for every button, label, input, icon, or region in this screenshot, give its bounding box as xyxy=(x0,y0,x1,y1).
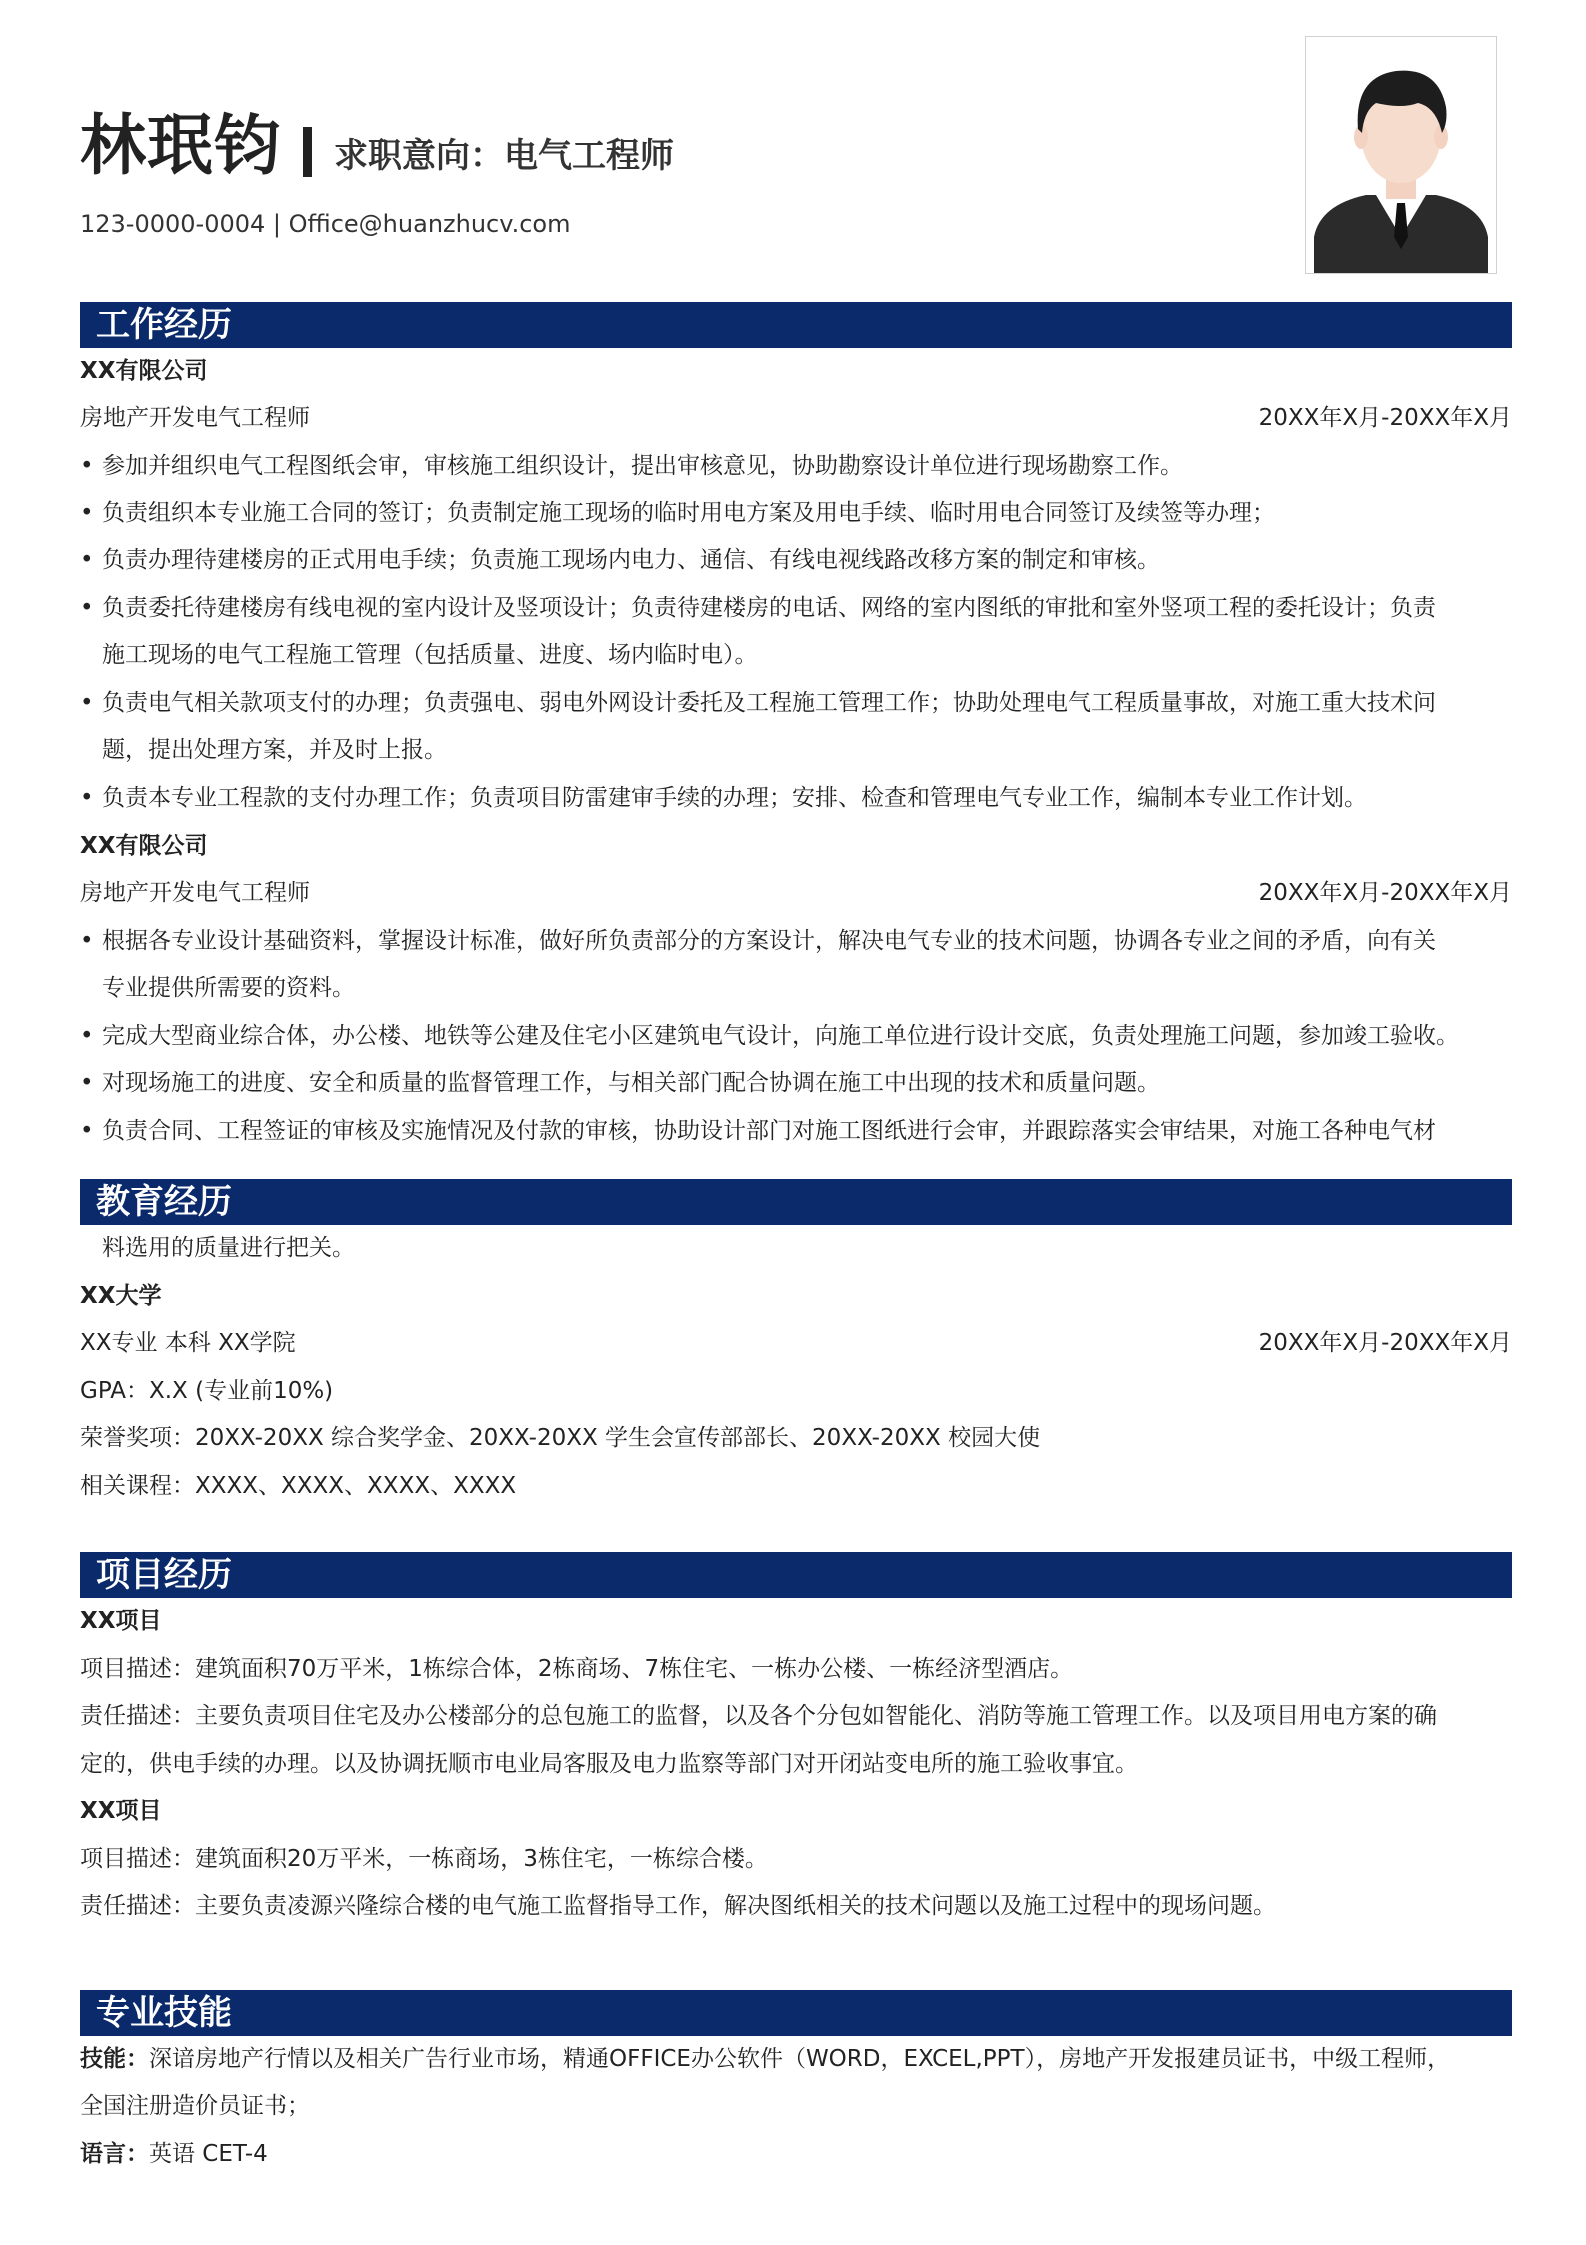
work-2-date: 20XX年X月-20XX年X月 xyxy=(1258,880,1512,906)
list-item: • 负责委托待建楼房有线电视的室内设计及竖项设计；负责待建楼房的电话、网络的室内图纸的审批和室外竖项工程的委托设计；负责 xyxy=(80,593,1534,623)
section-skills-title: 专业技能 xyxy=(80,1990,232,2036)
education-date: 20XX年X月-20XX年X月 xyxy=(1258,1330,1512,1356)
section-projects-bar xyxy=(80,1552,1512,1598)
resume-header xyxy=(80,92,674,182)
education-honors: 荣誉奖项：20XX-20XX 综合奖学金、20XX-20XX 学生会宣传部部长、20XX-20XX 校园大使 xyxy=(80,1425,1041,1451)
list-item: • 负责办理待建楼房的正式用电手续；负责施工现场内电力、通信、有线电视线路改移方案的制定和审核。 xyxy=(80,545,1534,575)
list-item-continued: 料选用的质量进行把关。 xyxy=(102,1235,355,1261)
project-1-resp: 责任描述：主要负责项目住宅及办公楼部分的总包施工的监督，以及各个分包如智能化、消防等施工管理工作。以及项目用电方案的确 xyxy=(80,1703,1437,1729)
education-courses: 相关课程：XXXX、XXXX、XXXX、XXXX xyxy=(80,1473,517,1499)
list-item-continued: 施工现场的电气工程施工管理（包括质量、进度、场内临时电）。 xyxy=(102,642,758,668)
education-gpa: GPA：X.X (专业前10%) xyxy=(80,1378,334,1404)
section-work-bar xyxy=(80,302,1512,348)
list-item: • 对现场施工的进度、安全和质量的监督管理工作，与相关部门配合协调在施工中出现的技术和质量问题。 xyxy=(80,1068,1534,1098)
skills-row xyxy=(80,2044,1512,2074)
work-1-role-row xyxy=(80,403,1512,433)
education-major-row xyxy=(80,1328,1512,1358)
work-1-role: 房地产开发电气工程师 xyxy=(80,405,310,431)
section-education-title: 教育经历 xyxy=(80,1179,232,1225)
project-2-resp: 责任描述：主要负责凌源兴隆综合楼的电气施工监督指导工作，解决图纸相关的技术问题以及施工过程中的现场问题。 xyxy=(80,1893,1276,1919)
language-text: 英语 CET-4 xyxy=(149,2141,268,2167)
skills-label: 技能： xyxy=(80,2046,149,2072)
name-separator xyxy=(303,127,312,177)
list-item: • 完成大型商业综合体，办公楼、地铁等公建及住宅小区建筑电气设计，向施工单位进行设计交底，负责处理施工问题，参加竣工验收。 xyxy=(80,1021,1534,1051)
list-item-continued: 题，提出处理方案，并及时上报。 xyxy=(102,737,447,763)
project-2-name: XX项目 xyxy=(80,1798,162,1824)
education-major: XX专业 本科 XX学院 xyxy=(80,1330,296,1356)
work-1-company: XX有限公司 xyxy=(80,358,208,384)
list-item: • 负责电气相关款项支付的办理；负责强电、弱电外网设计委托及工程施工管理工作；协助处理电气工程质量事故，对施工重大技术问 xyxy=(80,688,1534,718)
work-2-role-row xyxy=(80,878,1512,908)
section-work-title: 工作经历 xyxy=(80,302,232,348)
job-intent: 求职意向：电气工程师 xyxy=(334,136,674,176)
candidate-name: 林珉钧 xyxy=(80,107,281,184)
project-1-name: XX项目 xyxy=(80,1608,162,1634)
work-2-company: XX有限公司 xyxy=(80,833,208,859)
avatar-icon xyxy=(1306,37,1496,273)
contact-info: 123-0000-0004 | Office@huanzhucv.com xyxy=(80,210,571,238)
skills-text-cont: 全国注册造价员证书； xyxy=(80,2093,310,2119)
list-item-continued: 专业提供所需要的资料。 xyxy=(102,975,355,1001)
list-item: • 负责合同、工程签证的审核及实施情况及付款的审核，协助设计部门对施工图纸进行会审，并跟踪落实会审结果，对施工各种电气材 xyxy=(80,1116,1534,1146)
skills-text: 深谙房地产行情以及相关广告行业市场，精通OFFICE办公软件（WORD，EXCEL,PPT），房地产开发报建员证书，中级工程师， xyxy=(149,2046,1451,2072)
work-2-role: 房地产开发电气工程师 xyxy=(80,880,310,906)
project-1-resp-cont: 定的，供电手续的办理。以及协调抚顺市电业局客服及电力监察等部门对开闭站变电所的施工验收事宜。 xyxy=(80,1751,1138,1777)
section-education-bar xyxy=(80,1179,1512,1225)
section-skills-bar xyxy=(80,1990,1512,2036)
project-2-desc: 项目描述：建筑面积20万平米，一栋商场，3栋住宅，一栋综合楼。 xyxy=(80,1846,768,1872)
avatar xyxy=(1305,36,1497,274)
list-item: • 参加并组织电气工程图纸会审，审核施工组织设计，提出审核意见，协助勘察设计单位进行现场勘察工作。 xyxy=(80,451,1534,481)
section-projects-title: 项目经历 xyxy=(80,1552,232,1598)
language-row xyxy=(80,2139,1512,2169)
language-label: 语言： xyxy=(80,2141,149,2167)
list-item: • 负责组织本专业施工合同的签订；负责制定施工现场的临时用电方案及用电手续、临时用电合同签订及续签等办理； xyxy=(80,498,1534,528)
project-1-desc: 项目描述：建筑面积70万平米，1栋综合体，2栋商场、7栋住宅、一栋办公楼、一栋经济型酒店。 xyxy=(80,1656,1074,1682)
education-school: XX大学 xyxy=(80,1283,162,1309)
work-1-date: 20XX年X月-20XX年X月 xyxy=(1258,405,1512,431)
list-item: • 负责本专业工程款的支付办理工作；负责项目防雷建审手续的办理；安排、检查和管理电气专业工作，编制本专业工作计划。 xyxy=(80,783,1534,813)
list-item: • 根据各专业设计基础资料，掌握设计标准，做好所负责部分的方案设计，解决电气专业的技术问题，协调各专业之间的矛盾，向有关 xyxy=(80,926,1534,956)
